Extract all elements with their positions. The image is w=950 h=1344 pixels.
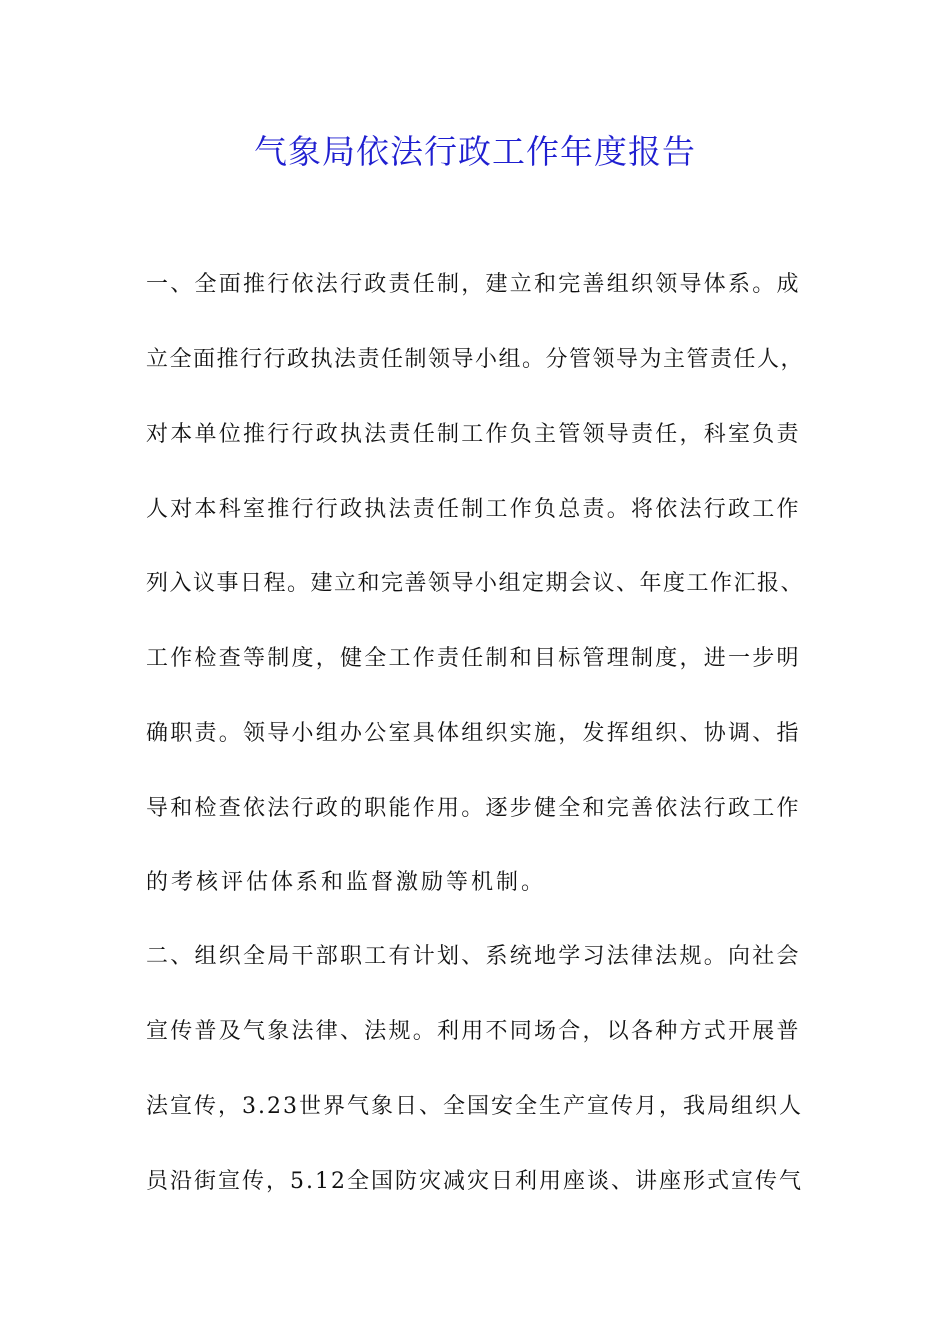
body-line: 法宣传，3.23世界气象日、全国安全生产宣传月，我局组织人 bbox=[146, 1094, 803, 1119]
body-line: 立全面推行行政执法责任制领导小组。分管领导为主管责任人， bbox=[146, 347, 805, 372]
body-line: 对本单位推行行政执法责任制工作负主管领导责任，科室负责 bbox=[146, 422, 801, 447]
body-line: 工作检查等制度，健全工作责任制和目标管理制度，进一步明 bbox=[146, 646, 801, 671]
body-line: 导和检查依法行政的职能作用。逐步健全和完善依法行政工作 bbox=[146, 796, 801, 821]
body-line: 二、组织全局干部职工有计划、系统地学习法律法规。向社会 bbox=[146, 944, 801, 969]
body-line: 员沿街宣传，5.12全国防灾减灾日利用座谈、讲座形式宣传气 bbox=[146, 1169, 803, 1194]
body-line: 一、全面推行依法行政责任制，建立和完善组织领导体系。成 bbox=[146, 272, 801, 297]
body-line: 的考核评估体系和监督激励等机制。 bbox=[146, 870, 547, 895]
document-title: 气象局依法行政工作年度报告 bbox=[254, 132, 696, 171]
body-line: 宣传普及气象法律、法规。利用不同场合，以各种方式开展普 bbox=[146, 1019, 801, 1044]
body-line: 确职责。领导小组办公室具体组织实施，发挥组织、协调、指 bbox=[146, 721, 801, 746]
body-line: 列入议事日程。建立和完善领导小组定期会议、年度工作汇报、 bbox=[146, 571, 805, 596]
body-line: 人对本科室推行行政执法责任制工作负总责。将依法行政工作 bbox=[146, 497, 801, 522]
